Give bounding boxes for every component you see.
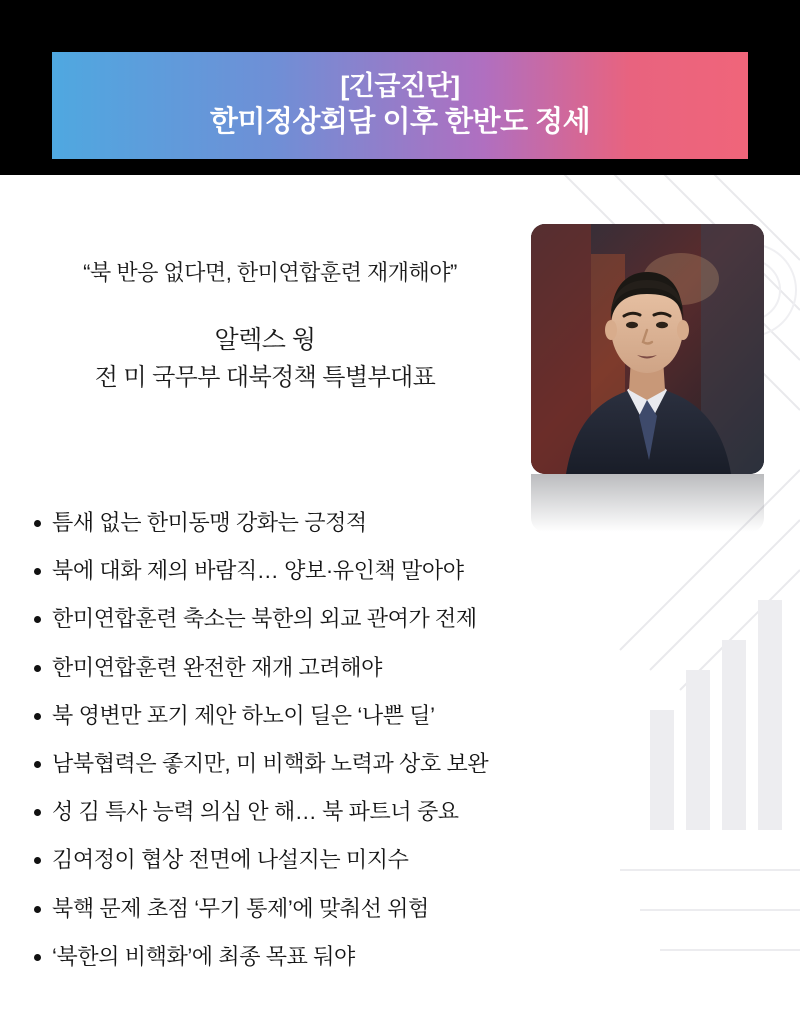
bullet-text: 북에 대화 제의 바람직… 양보·유인책 말아야 [52, 558, 464, 584]
list-item [34, 604, 734, 634]
list-item [34, 749, 734, 779]
bullet-dot-icon [34, 857, 41, 864]
bullet-dot-icon [34, 809, 41, 816]
list-item [34, 508, 734, 538]
bullet-dot-icon [34, 954, 41, 961]
bullet-text: 한미연합훈련 축소는 북한의 외교 관여가 전제 [52, 606, 477, 632]
bullet-dot-icon [34, 906, 41, 913]
list-item [34, 845, 734, 875]
header-area [0, 0, 800, 175]
bullet-text: 북 영변만 포기 제안 하노이 딜은 ‘나쁜 딜’ [52, 702, 435, 728]
speaker-title: 전 미 국무부 대북정책 특별부대표 [94, 363, 436, 391]
bullet-text: 김여정이 협상 전면에 나설지는 미지수 [52, 847, 409, 873]
bullet-dot-icon [34, 761, 41, 768]
bullet-text: ‘북한의 비핵화’에 최종 목표 둬야 [52, 943, 355, 969]
bullet-text: 남북협력은 좋지만, 미 비핵화 노력과 상호 보완 [52, 750, 489, 776]
header-title-line1: [긴급진단] [340, 70, 460, 101]
header-banner [52, 52, 748, 159]
list-item [34, 701, 734, 731]
bullet-text: 틈새 없는 한미동맹 강화는 긍정적 [52, 510, 367, 535]
quote-text: “북 반응 없다면, 한미연합훈련 재개해야” [83, 260, 457, 285]
list-item [34, 653, 734, 683]
bullet-text: 북핵 문제 초점 ‘무기 통제’에 맞춰선 위험 [52, 895, 429, 921]
bullet-dot-icon [34, 616, 41, 623]
quote-block [0, 258, 540, 289]
list-item [34, 942, 734, 972]
bullet-text: 성 김 특사 능력 의심 안 해… 북 파트너 중요 [52, 799, 459, 825]
bullet-dot-icon [34, 713, 41, 720]
speaker-name: 알렉스 웡 [214, 326, 316, 354]
bullet-dot-icon [34, 665, 41, 672]
list-item [34, 894, 734, 924]
list-item [34, 797, 734, 827]
list-item [34, 556, 734, 586]
speaker-portrait [531, 224, 764, 474]
bullet-list [34, 508, 734, 990]
bullet-dot-icon [34, 520, 41, 527]
bullet-text: 한미연합훈련 완전한 재개 고려해야 [52, 654, 382, 680]
speaker-block [0, 322, 530, 396]
header-title-line2: 한미정상회담 이후 한반도 정세 [209, 105, 591, 138]
bullet-dot-icon [34, 568, 41, 575]
